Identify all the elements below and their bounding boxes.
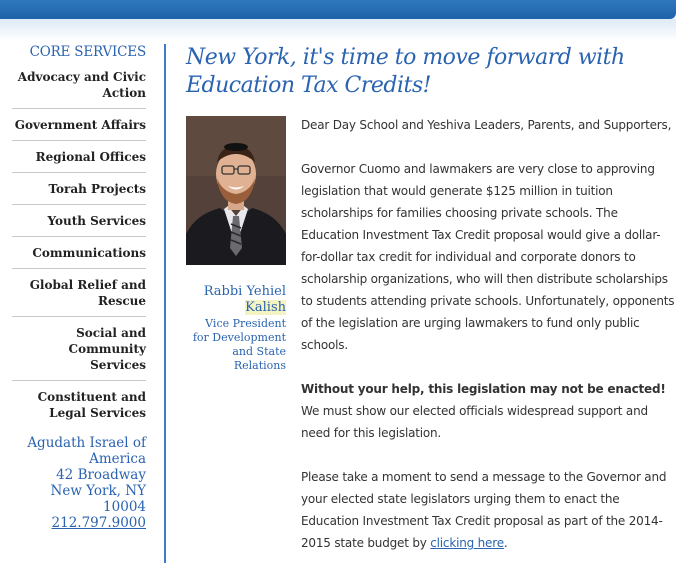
paragraph-3-text: Please take a moment to send a message to the Governor and your elected state legislators urging them to enact the Education Investment Tax Credit proposal as part of the 2014-2015 state budget by	[301, 470, 667, 550]
person-last-name: Kalish	[245, 300, 286, 315]
person-title: Vice President for Development and State Relations	[192, 317, 286, 372]
greeting: Dear Day School and Yeshiva Leaders, Parents, and Supporters,	[301, 118, 672, 132]
sidebar-divider	[164, 44, 166, 563]
article-body	[301, 114, 679, 576]
city-state-zip: New York, NY 10004	[50, 483, 146, 515]
sidebar-item-advocacy[interactable]: Advocacy and Civic Action	[12, 69, 146, 109]
portrait-caption	[186, 284, 286, 373]
street-address: 42 Broadway	[56, 467, 146, 483]
paragraph-1: Governor Cuomo and lawmakers are very close to approving legislation that would generate $125 million in tuition scholarships for families choosing private schools. The Education Investment Tax Credit proposal would give a dollar-for-dollar tax credit for individual and corporate donors to scholarship organizations, who will then distribute scholarships to students attending private schools. Unfortunately, opponents of the legislation are urging lawmakers to fund only public schools.	[301, 162, 675, 352]
person-name	[186, 284, 286, 316]
paragraph-3-end: .	[503, 536, 508, 550]
org-name: Agudath Israel of America	[27, 435, 146, 467]
sidebar-item-global-relief[interactable]: Global Relief and Rescue	[12, 277, 146, 317]
contact-address	[12, 435, 146, 531]
paragraph-2-bold: Without your help, this legislation may not be enacted!	[301, 382, 666, 396]
clicking-here-link[interactable]: clicking here	[430, 536, 504, 550]
sidebar-item-social-community[interactable]: Social and Community Services	[12, 325, 146, 381]
sidebar-title: CORE SERVICES	[29, 44, 146, 60]
page-title: New York, it's time to move forward with Education Tax Credits!	[186, 45, 625, 98]
sidebar-item-torah-projects[interactable]: Torah Projects	[12, 181, 146, 205]
paragraph-2-rest: We must show our elected officials widespread support and need for this legislation.	[301, 404, 648, 440]
sidebar-item-regional-offices[interactable]: Regional Offices	[12, 149, 146, 173]
sidebar-item-government-affairs[interactable]: Government Affairs	[12, 117, 146, 141]
sidebar-item-constituent-legal[interactable]: Constituent and Legal Services	[37, 390, 146, 420]
sidebar-item-communications[interactable]: Communications	[12, 245, 146, 269]
header-gradient	[0, 19, 676, 41]
paragraph-2	[301, 378, 679, 444]
top-header-bar	[0, 0, 676, 19]
sidebar	[12, 44, 146, 531]
person-first-name: Rabbi Yehiel	[203, 284, 286, 299]
paragraph-3	[301, 466, 679, 554]
sidebar-item-youth-services[interactable]: Youth Services	[12, 213, 146, 237]
phone-link[interactable]: 212.797.9000	[51, 515, 146, 531]
portrait-photo	[186, 116, 286, 265]
